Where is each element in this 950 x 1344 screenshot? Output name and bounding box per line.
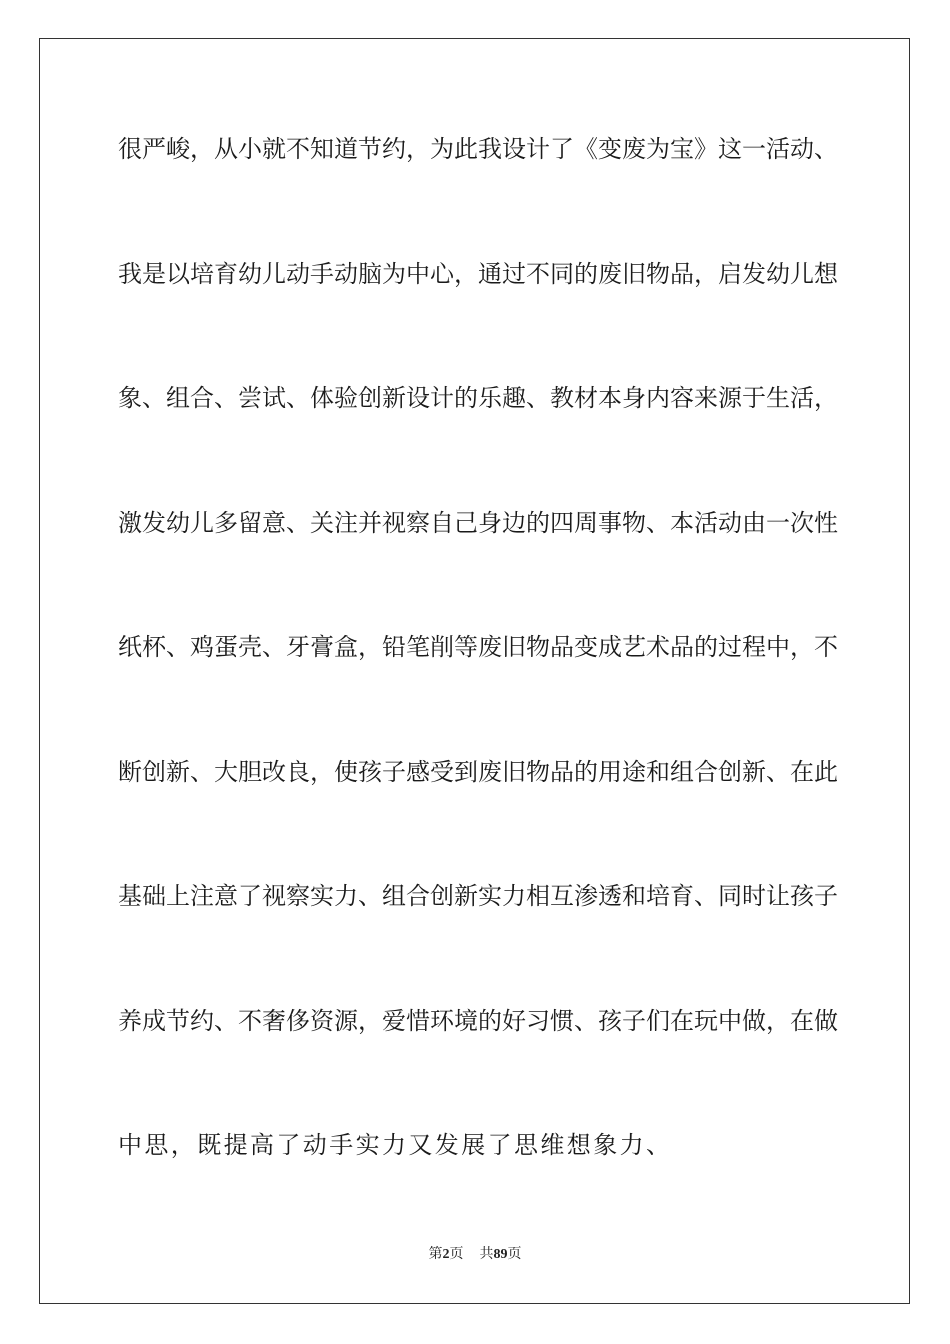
text-line-9: 中思，既提高了动手实力又发展了思维想象力、 bbox=[118, 1131, 673, 1159]
page-footer bbox=[0, 1244, 950, 1265]
text-line-8: 养成节约、不奢侈资源，爱惜环境的好习惯、孩子们在玩中做，在做 bbox=[118, 1006, 838, 1035]
text-line-7: 基础上注意了视察实力、组合创新实力相互渗透和培育、同时让孩子 bbox=[118, 882, 838, 910]
total-pages: 89 bbox=[493, 1247, 508, 1262]
page-prefix: 第 bbox=[428, 1246, 443, 1262]
text-line-1: 很严峻，从小就不知道节约，为此我设计了《变废为宝》这一活动、 bbox=[118, 135, 838, 163]
body-text bbox=[118, 118, 838, 1239]
total-prefix: 共 bbox=[479, 1246, 494, 1262]
text-line-2: 我是以培育幼儿动手动脑为中心，通过不同的废旧物品，启发幼儿想 bbox=[118, 259, 838, 288]
text-line-3: 象、组合、尝试、体验创新设计的乐趣、教材本身内容来源于生活， bbox=[118, 384, 838, 412]
page-number: 2 bbox=[442, 1247, 450, 1262]
text-line-4: 激发幼儿多留意、关注并视察自己身边的四周事物、本活动由一次性 bbox=[118, 508, 838, 537]
page-suffix: 页 bbox=[449, 1246, 464, 1262]
text-line-5: 纸杯、鸡蛋壳、牙膏盒，铅笔削等废旧物品变成艺术品的过程中，不 bbox=[118, 633, 838, 661]
total-suffix: 页 bbox=[507, 1246, 522, 1262]
text-line-6: 断创新、大胆改良，使孩子感受到废旧物品的用途和组合创新、在此 bbox=[118, 757, 838, 786]
